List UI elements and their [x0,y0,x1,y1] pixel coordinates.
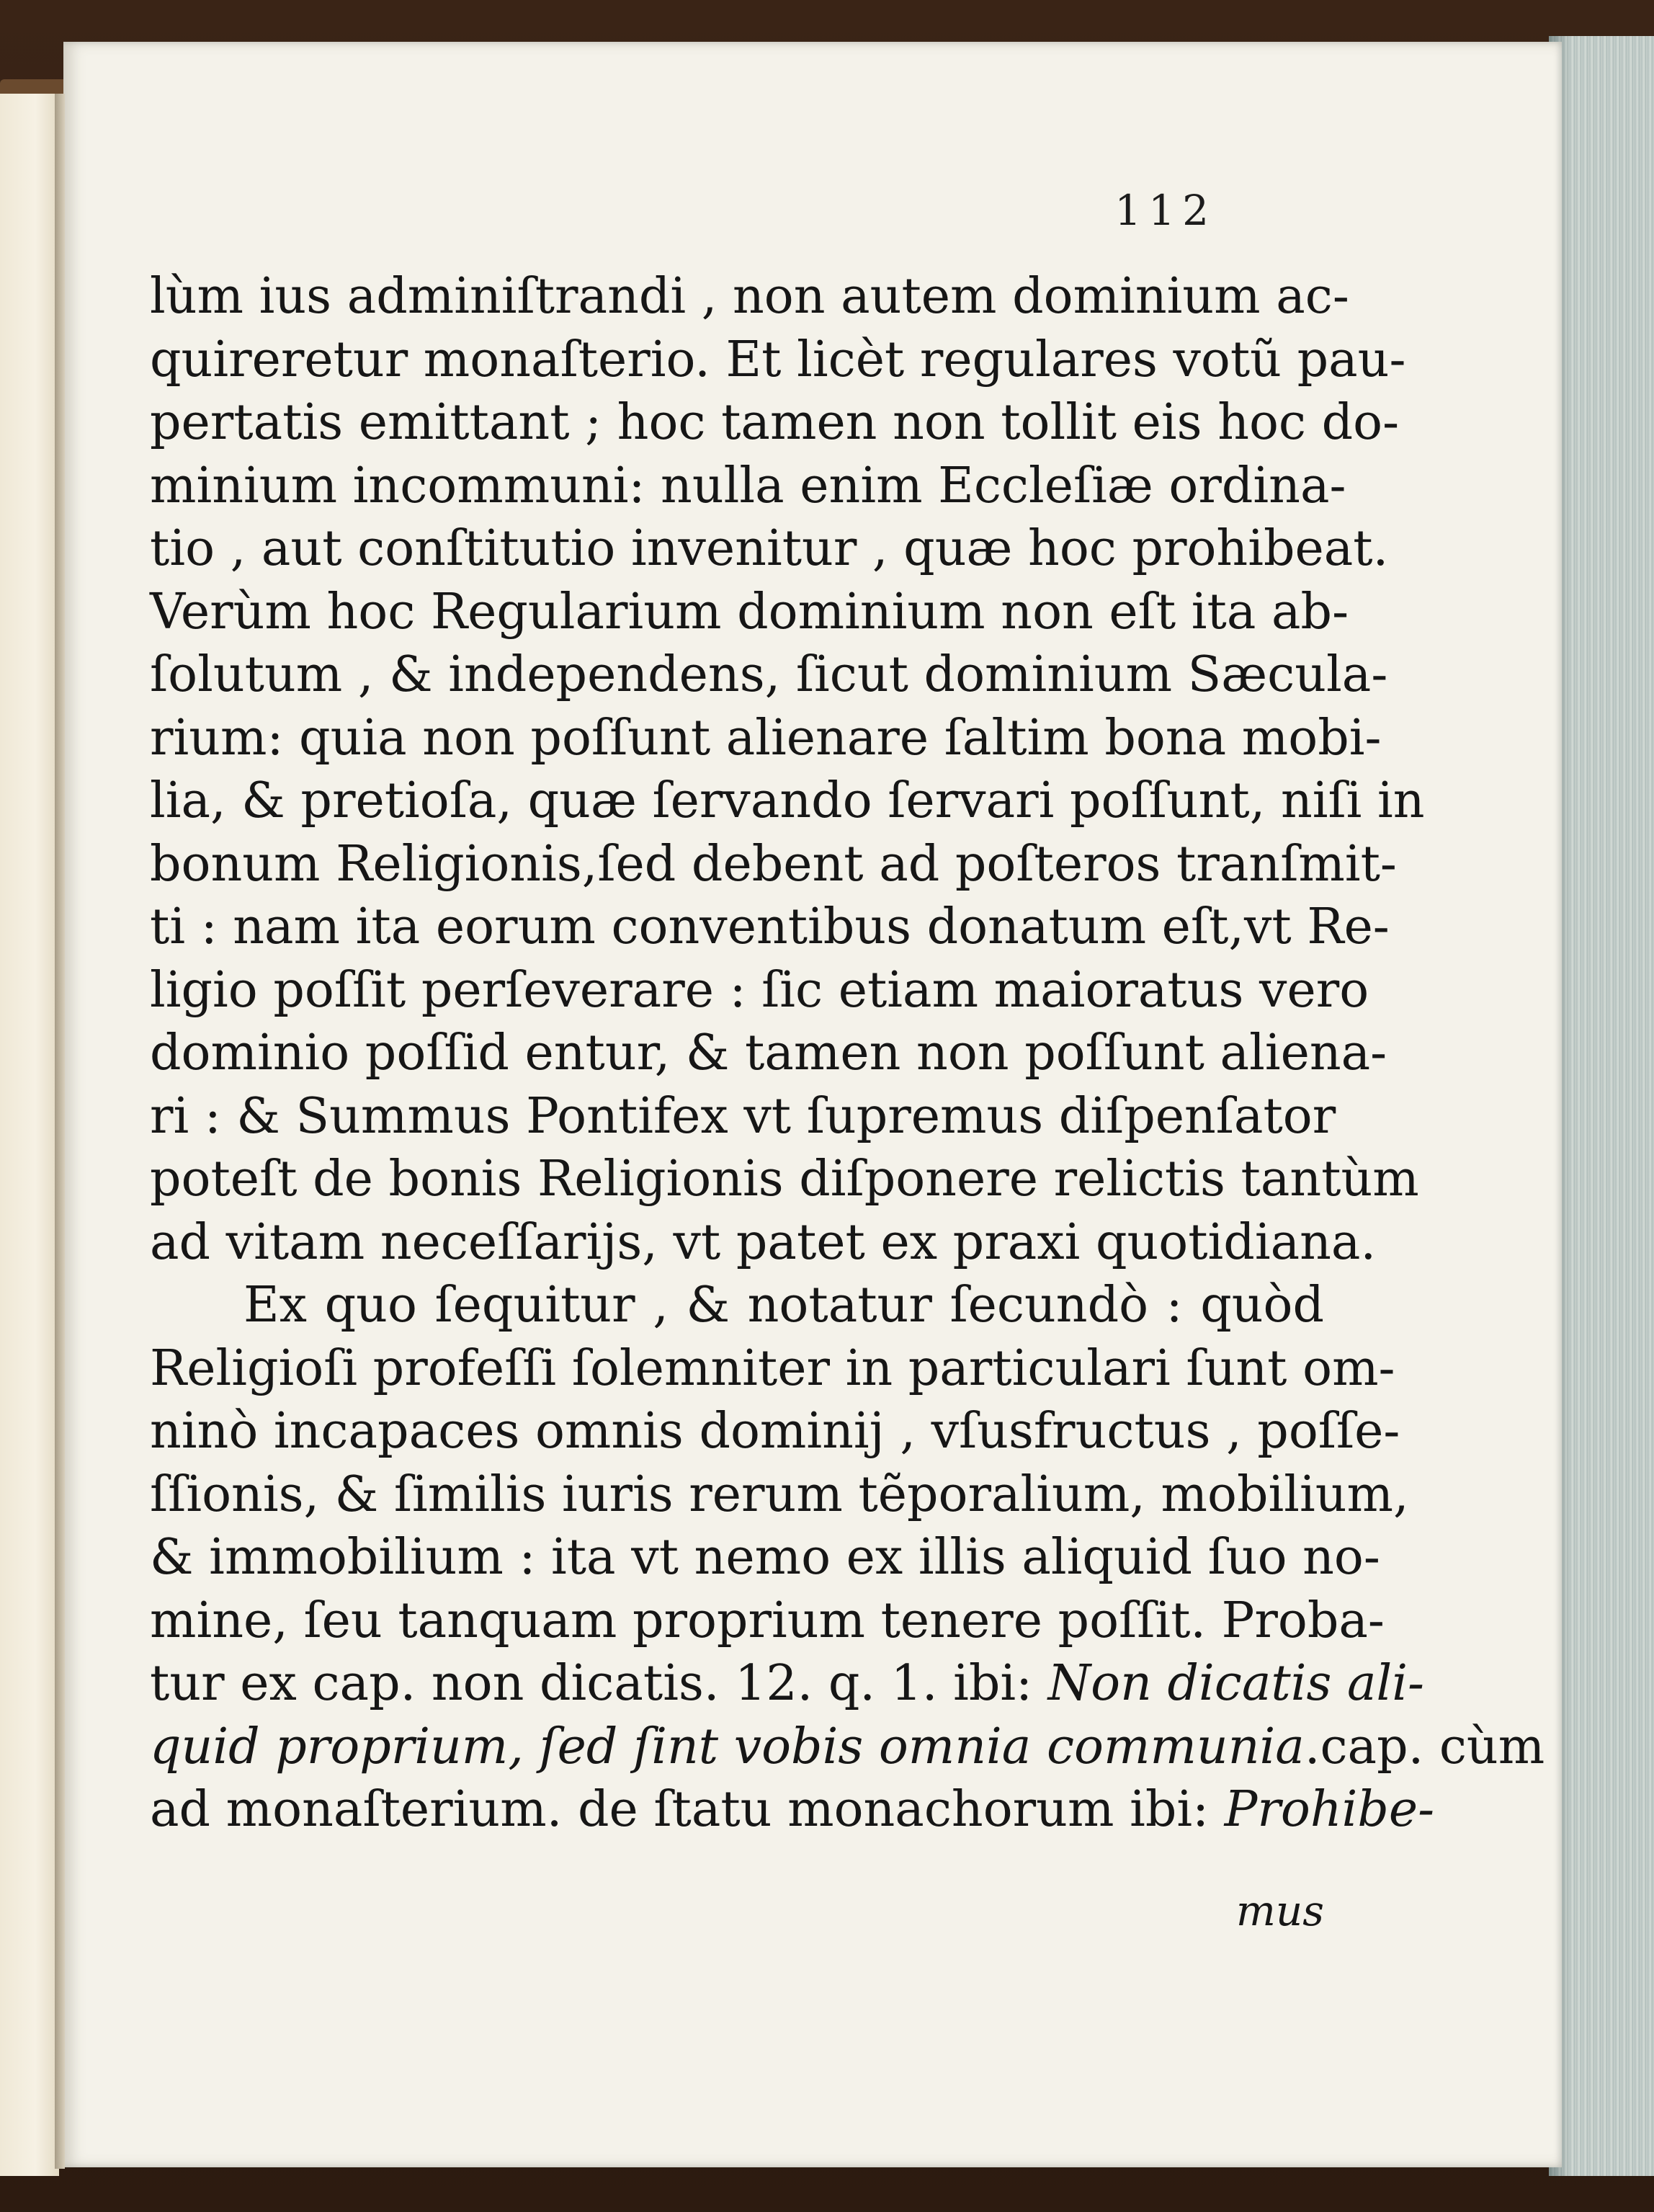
text-line [150,1022,1387,1085]
italic-run: Non dicatis ali- [1047,1655,1425,1712]
text-line [150,455,1346,518]
text-run: ti : nam ita eorum conventibus donatum eſt,vt Re- [150,898,1390,955]
text-run: pertatis emittant ; hoc tamen non tollit eis hoc do- [150,394,1400,451]
text-line [150,1337,1395,1401]
text-run: lia, & pretioſa, quæ ſervando ſervari poſſunt, niſi in [150,772,1425,829]
text-run: Ex quo ſequitur , & notatur ſecundò : quòd [243,1277,1324,1334]
text-run: tur ex cap. non dicatis. 12. q. 1. ibi: [150,1655,1048,1712]
text-line [150,517,1389,581]
text-line [150,1085,1336,1149]
book-page [63,42,1562,2167]
text-run: Verùm hoc Regularium dominium non eſt ita ab- [150,583,1349,641]
text-run: ad vitam neceſſarijs, vt patet ex praxi quotidiana. [150,1213,1377,1271]
italic-run: quid proprium, ſed ſint vobis omnia communia [150,1718,1305,1775]
text-line [150,1463,1409,1527]
text-line [150,581,1349,644]
text-line [150,1652,1425,1716]
text-line [150,329,1406,392]
text-line [150,896,1390,959]
text-run: ninò incapaces omnis dominij , vſusfructus , poſſe- [150,1403,1400,1460]
text-run: ad monaſterium. de ſtatu monachorum ibi: [150,1781,1225,1838]
text-line [150,770,1425,833]
text-run: mine, ſeu tanquam proprium tenere poſſit. Proba- [150,1592,1385,1649]
text-run: rium: quia non poſſunt alienare ſaltim bona mobi- [150,709,1382,767]
italic-run: Prohibe- [1224,1781,1435,1838]
catchword: mus [1235,1886,1324,1935]
text-run: ſolutum , & independens, ſicut dominium Sæcula- [150,646,1388,703]
text-line [150,707,1382,770]
text-run: .cap. cùm [1304,1718,1545,1775]
text-line [150,643,1388,707]
text-run: tio , aut conſtitutio invenitur , quæ hoc prohibeat. [150,520,1389,577]
text-line [150,1526,1380,1589]
page-number: 112 [1114,186,1216,235]
text-run: bonum Religionis,ſed debent ad poſteros tranſmit- [150,835,1397,893]
text-line [150,1400,1400,1463]
text-line [150,1589,1385,1653]
text-line [150,1778,1435,1842]
text-run: poteſt de bonis Religionis diſponere relictis tantùm [150,1151,1419,1208]
text-line [150,833,1397,896]
text-line [150,959,1369,1022]
text-run: minium incommuni: nulla enim Eccleſiæ ordina- [150,457,1346,514]
text-run: ſſionis, & ſimilis iuris rerum tẽporalium, mobilium, [150,1466,1409,1523]
text-run: ri : & Summus Pontifex vt ſupremus diſpenſator [150,1087,1336,1145]
text-line [150,1716,1545,1779]
text-run: Religioſi profeſſi ſolemniter in particulari ſunt om- [150,1339,1395,1397]
text-run: ligio poſſit perſeverare : ſic etiam maioratus vero [150,961,1369,1019]
text-line [150,1148,1419,1211]
facing-page-edge [0,94,59,2176]
text-run: & immobilium : ita vt nemo ex illis aliquid ſuo no- [150,1529,1380,1586]
text-line [150,265,1349,329]
text-line [150,1274,1324,1337]
gutter-shadow [55,94,65,2169]
text-run: quireretur monaſterio. Et licèt regulares votũ pau- [150,331,1406,388]
text-run: dominio poſſid entur, & tamen non poſſunt aliena- [150,1025,1387,1082]
text-line [150,1211,1377,1275]
text-block [150,265,1545,1842]
text-line [150,391,1400,455]
text-run: lùm ius adminiſtrandi , non autem dominium ac- [150,268,1349,325]
